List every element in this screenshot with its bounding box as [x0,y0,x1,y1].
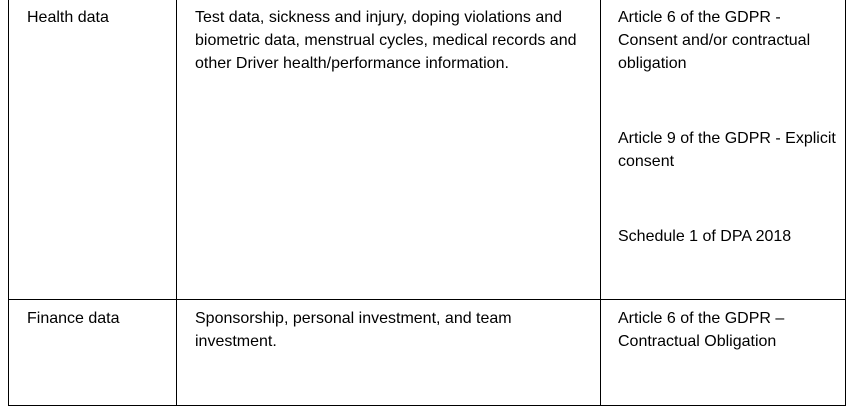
legal-basis-item: Article 9 of the GDPR - Explicit consent [618,130,836,170]
legal-basis-item: Article 6 of the GDPR - Consent and/or contractual obligation [618,9,811,72]
data-description-cell [177,300,601,406]
data-category-text: Finance data [27,310,120,327]
legal-basis-cell [601,300,846,406]
data-category-cell [9,300,177,406]
data-category-cell [9,0,177,300]
legal-basis-cell [601,0,846,300]
table-row-health-data [9,0,846,300]
data-description-text: Sponsorship, personal investment, and team investment. [195,310,512,350]
legal-basis-list [601,0,845,248]
legal-basis-item: Article 6 of the GDPR – Contractual Obligation [618,310,785,350]
legal-basis-list [601,300,845,353]
data-description-text: Test data, sickness and injury, doping violations and biometric data, menstrual cycles, medical records and other Driver health/performance information. [195,9,577,72]
data-description-cell [177,0,601,300]
table-row-finance-data [9,300,846,406]
data-processing-table [8,0,846,406]
legal-basis-item: Schedule 1 of DPA 2018 [618,228,792,245]
data-category-text: Health data [27,9,109,26]
